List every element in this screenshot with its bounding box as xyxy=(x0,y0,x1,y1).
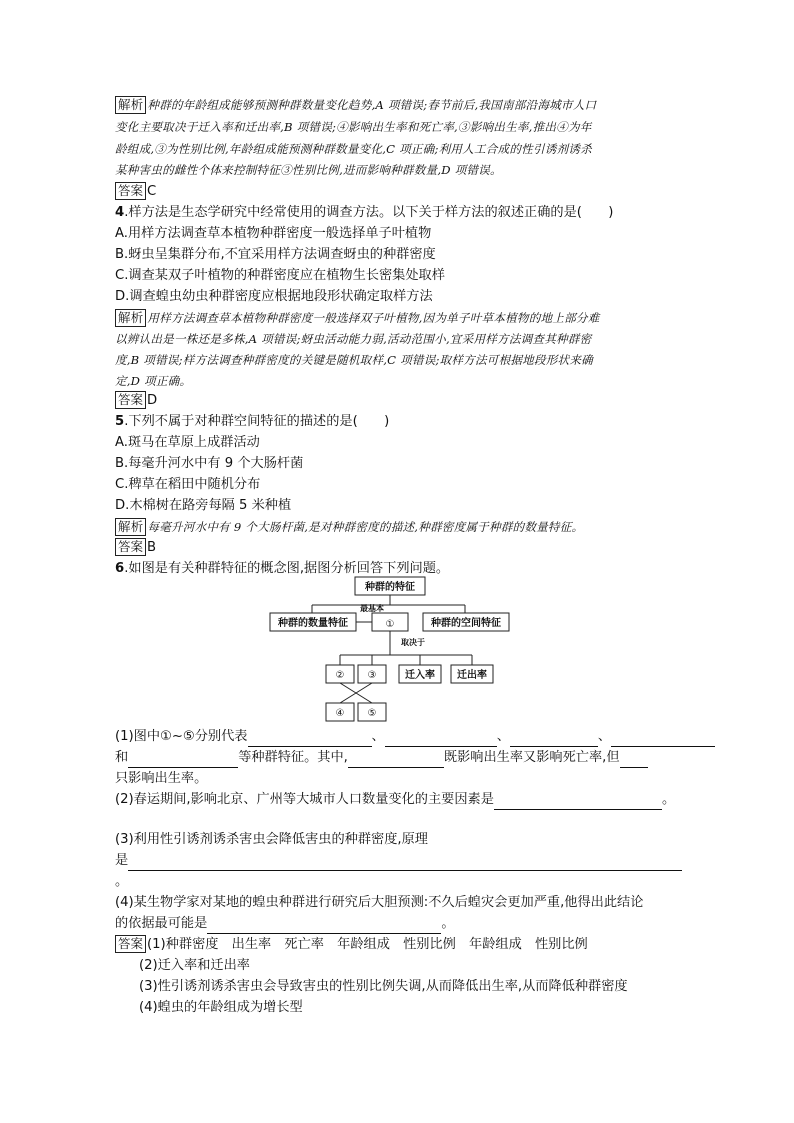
label-decided-by: 取决于 xyxy=(401,638,425,647)
q6-stem: 6.如图是有关种群特征的概念图,据图分析回答下列问题。 xyxy=(115,561,450,576)
label-node-4: ④ xyxy=(335,708,345,719)
blank-1[interactable] xyxy=(248,731,372,747)
prev-answer: 答案 C xyxy=(115,182,156,202)
q6-sub4-line-1: (4)某生物学家对某地的蝗虫种群进行研究后大胆预测:不久后蝗灾会更加严重,他得出此结论 xyxy=(115,895,644,910)
label-node-1: ① xyxy=(385,619,395,630)
q6-answer-1: 答案 (1)种群密度 出生率 死亡率 年龄组成 性别比例 年龄组成 性别比例 xyxy=(115,935,588,955)
q6-answer-4: (4)蝗虫的年龄组成为增长型 xyxy=(139,1000,303,1015)
q5-option-c: C.稗草在稻田中随机分布 xyxy=(115,477,261,492)
blank-8[interactable] xyxy=(494,794,662,810)
prev-explanation-line-3: 龄组成,③为性别比例,年龄组成能预测种群数量变化,C 项正确;利用人工合成的性引诱剂诱杀 xyxy=(115,142,592,156)
blank-7[interactable] xyxy=(620,752,648,768)
label-most-basic: 最基本 xyxy=(360,604,384,613)
label-spatial-features: 种群的空间特征 xyxy=(431,618,501,629)
q6-sub3-line-3: 。 xyxy=(115,874,129,889)
blank-4[interactable] xyxy=(611,731,715,747)
label-node-3: ③ xyxy=(367,670,377,681)
explanation-tag: 解析 xyxy=(115,518,146,536)
prev-explanation-line-2: 变化主要取决于迁入率和迁出率,B 项错误;④影响出生率和死亡率,③影响出生率,推出④为年 xyxy=(115,120,592,134)
q4-option-b: B.蚜虫呈集群分布,不宜采用样方法调查蚜虫的种群密度 xyxy=(115,247,436,262)
prev-explanation-line-4: 某种害虫的雌性个体来控制特征③性别比例,进而影响种群数量,D 项错误。 xyxy=(115,163,502,177)
q6-sub3-line-1: (3)利用性引诱剂诱杀害虫会降低害虫的种群密度,原理 xyxy=(115,832,428,847)
blank-3[interactable] xyxy=(510,731,598,747)
q6-sub3-line-2: 是 xyxy=(115,851,682,871)
q4-explanation-line-4: 定,D 项正确。 xyxy=(115,374,192,388)
label-node-2: ② xyxy=(335,670,345,681)
q4-answer: 答案 D xyxy=(115,391,157,411)
q4-explanation-line-3: 度,B 项错误;样方法调查种群密度的关键是随机取样,C 项错误;取样方法可根据地段形状来确 xyxy=(115,353,593,367)
label-node-5: ⑤ xyxy=(367,708,377,719)
q4-option-d: D.调查蝗虫幼虫种群密度应根据地段形状确定取样方法 xyxy=(115,289,433,304)
q4-stem: 4.样方法是生态学研究中经常使用的调查方法。以下关于样方法的叙述正确的是( ) xyxy=(115,205,614,220)
answer-tag: 答案 xyxy=(115,538,146,556)
q6-sub1-line-3: 只影响出生率。 xyxy=(115,771,208,786)
q4-option-c: C.调查某双子叶植物的种群密度应在植物生长密集处取样 xyxy=(115,268,445,283)
q5-option-d: D.木棉树在路旁每隔 5 米种植 xyxy=(115,498,292,513)
q6-sub4-line-2: 的依据最可能是 。 xyxy=(115,914,455,934)
answer-tag: 答案 xyxy=(115,182,146,200)
label-immigration: 迁入率 xyxy=(405,670,435,681)
blank-6[interactable] xyxy=(348,752,444,768)
blank-5[interactable] xyxy=(128,752,238,768)
blank-2[interactable] xyxy=(385,731,497,747)
q4-explanation-line-1: 解析 用样方法调查草本植物种群密度一般选择双子叶植物,因为单子叶草本植物的地上部分难 xyxy=(115,308,599,328)
q6-answer-3: (3)性引诱剂诱杀害虫会导致害虫的性别比例失调,从而降低出生率,从而降低种群密度 xyxy=(139,979,628,994)
prev-explanation-line-1: 解析 种群的年龄组成能够预测种群数量变化趋势,A 项错误;春节前后,我国南部沿海城市人口 xyxy=(115,95,596,115)
blank-9[interactable] xyxy=(128,855,682,871)
q6-sub1-line-2: 和 等种群特征。其中, 既影响出生率又影响死亡率,但 xyxy=(115,748,648,768)
q4-option-a: A.用样方法调查草本植物种群密度一般选择单子叶植物 xyxy=(115,226,432,241)
q6-answer-2: (2)迁入率和迁出率 xyxy=(139,958,250,973)
q5-answer: 答案 B xyxy=(115,538,156,558)
label-population-features: 种群的特征 xyxy=(365,582,415,593)
q5-option-a: A.斑马在草原上成群活动 xyxy=(115,435,260,450)
population-concept-diagram xyxy=(260,573,530,723)
q4-explanation-line-2: 以辨认出是一株还是多株,A 项错误;蚜虫活动能力弱,活动范围小,宜采用样方法调查其种群密 xyxy=(115,332,592,346)
q5-option-b: B.每毫升河水中有 9 个大肠杆菌 xyxy=(115,456,304,471)
answer-tag: 答案 xyxy=(115,391,146,409)
label-emigration: 迁出率 xyxy=(457,670,487,681)
q6-sub2: (2)春运期间,影响北京、广州等大城市人口数量变化的主要因素是 。 xyxy=(115,790,675,810)
q5-stem: 5.下列不属于对种群空间特征的描述的是( ) xyxy=(115,414,390,429)
answer-tag: 答案 xyxy=(115,935,146,953)
blank-10[interactable] xyxy=(207,918,441,934)
q5-explanation: 解析 每毫升河水中有 9 个大肠杆菌,是对种群密度的描述,种群密度属于种群的数量特征。 xyxy=(115,517,583,537)
explanation-tag: 解析 xyxy=(115,96,146,114)
label-quantity-features: 种群的数量特征 xyxy=(278,618,348,629)
q6-sub1-line-1: (1)图中①~⑤分别代表 、 、 、 xyxy=(115,727,715,747)
explanation-tag: 解析 xyxy=(115,309,146,327)
